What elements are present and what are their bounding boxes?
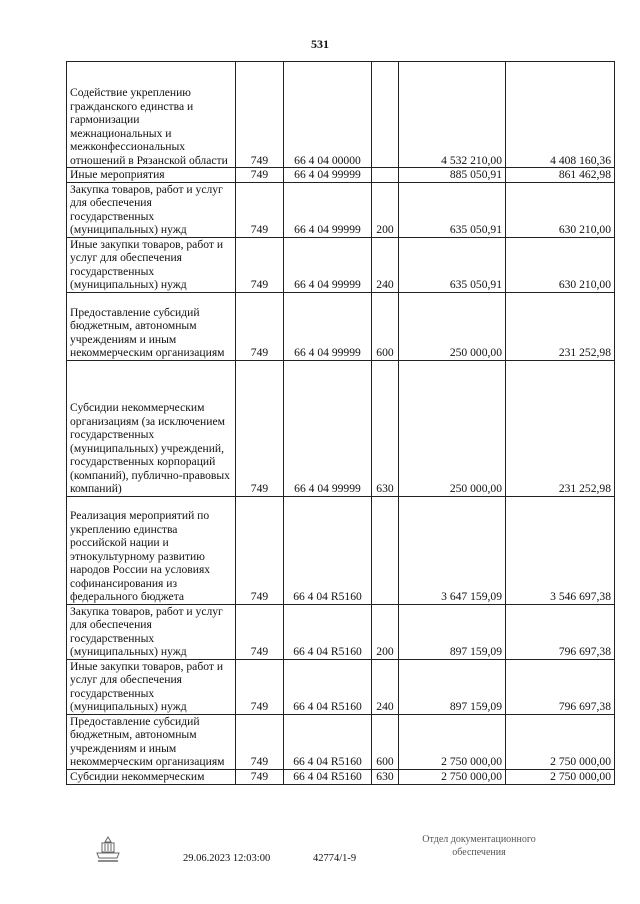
- row-name: Иные мероприятия: [67, 168, 236, 183]
- row-amount-executed: 2 750 000,00: [506, 769, 615, 784]
- row-name: Содействие укреплению гражданского единства и гармонизации межнациональных и межконфессиональных отношений в Рязанской области: [67, 62, 236, 168]
- row-expense-type: 600: [372, 292, 399, 360]
- row-amount-planned: 885 050,91: [399, 168, 506, 183]
- row-name: Предоставление субсидий бюджетным, автономным учреждениям и иным некоммерческим организациям: [67, 292, 236, 360]
- row-amount-planned: 4 532 210,00: [399, 62, 506, 168]
- row-amount-planned: 635 050,91: [399, 237, 506, 292]
- emblem-icon: [92, 834, 124, 864]
- row-code: 749: [236, 604, 284, 659]
- footer-datetime: 29.06.2023 12:03:00: [183, 853, 271, 864]
- table-row: [67, 62, 615, 168]
- row-name: Предоставление субсидий бюджетным, автономным учреждениям и иным некоммерческим организациям: [67, 714, 236, 769]
- row-amount-executed: 796 697,38: [506, 659, 615, 714]
- row-amount-executed: 796 697,38: [506, 604, 615, 659]
- row-expense-type: [372, 496, 399, 604]
- row-amount-executed: 630 210,00: [506, 182, 615, 237]
- row-name: Реализация мероприятий по укреплению единства российской нации и этнокультурному развитию народов России на условиях софинансирования из федерального бюджета: [67, 496, 236, 604]
- row-code: 749: [236, 62, 284, 168]
- row-code: 749: [236, 182, 284, 237]
- table-row: [67, 496, 615, 604]
- row-amount-executed: 630 210,00: [506, 237, 615, 292]
- row-code: 749: [236, 496, 284, 604]
- table-row: [67, 237, 615, 292]
- table-row: [67, 360, 615, 496]
- budget-table: [66, 61, 615, 785]
- row-target-article: 66 4 04 R5160: [284, 714, 372, 769]
- row-target-article: 66 4 04 00000: [284, 62, 372, 168]
- row-expense-type: [372, 168, 399, 183]
- row-target-article: 66 4 04 99999: [284, 168, 372, 183]
- row-code: 749: [236, 769, 284, 784]
- row-amount-planned: 897 159,09: [399, 659, 506, 714]
- row-expense-type: [372, 62, 399, 168]
- row-expense-type: 240: [372, 237, 399, 292]
- row-amount-planned: 897 159,09: [399, 604, 506, 659]
- row-name: Субсидии некоммерческим организациям (за исключением государственных (муниципальных) учреждений, государственных корпораций (компаний), публично-правовых компаний): [67, 360, 236, 496]
- row-expense-type: 630: [372, 360, 399, 496]
- row-code: 749: [236, 360, 284, 496]
- table-row: [67, 659, 615, 714]
- page-number: 531: [311, 37, 329, 51]
- row-code: 749: [236, 237, 284, 292]
- row-amount-planned: 635 050,91: [399, 182, 506, 237]
- row-name: Закупка товаров, работ и услуг для обеспечения государственных (муниципальных) нужд: [67, 604, 236, 659]
- row-target-article: 66 4 04 99999: [284, 360, 372, 496]
- row-target-article: 66 4 04 99999: [284, 182, 372, 237]
- row-code: 749: [236, 292, 284, 360]
- row-name: Иные закупки товаров, работ и услуг для обеспечения государственных (муниципальных) нужд: [67, 237, 236, 292]
- row-expense-type: 200: [372, 182, 399, 237]
- row-amount-planned: 250 000,00: [399, 360, 506, 496]
- row-amount-planned: 2 750 000,00: [399, 769, 506, 784]
- row-name: Иные закупки товаров, работ и услуг для обеспечения государственных (муниципальных) нужд: [67, 659, 236, 714]
- row-expense-type: 200: [372, 604, 399, 659]
- row-target-article: 66 4 04 R5160: [284, 496, 372, 604]
- row-target-article: 66 4 04 99999: [284, 292, 372, 360]
- row-amount-planned: 250 000,00: [399, 292, 506, 360]
- row-target-article: 66 4 04 99999: [284, 237, 372, 292]
- footer-reg-number: 42774/1-9: [313, 853, 357, 864]
- row-target-article: 66 4 04 R5160: [284, 769, 372, 784]
- row-expense-type: 630: [372, 769, 399, 784]
- row-code: 749: [236, 659, 284, 714]
- row-amount-executed: 231 252,98: [506, 360, 615, 496]
- footer-department-line1: Отдел документационного: [422, 834, 536, 845]
- row-amount-executed: 3 546 697,38: [506, 496, 615, 604]
- row-name: Субсидии некоммерческим: [67, 769, 236, 784]
- table-row: [67, 292, 615, 360]
- row-code: 749: [236, 168, 284, 183]
- row-name: Закупка товаров, работ и услуг для обеспечения государственных (муниципальных) нужд: [67, 182, 236, 237]
- table-row: [67, 168, 615, 183]
- row-amount-planned: 3 647 159,09: [399, 496, 506, 604]
- row-target-article: 66 4 04 R5160: [284, 604, 372, 659]
- row-target-article: 66 4 04 R5160: [284, 659, 372, 714]
- row-amount-executed: 231 252,98: [506, 292, 615, 360]
- row-expense-type: 240: [372, 659, 399, 714]
- row-code: 749: [236, 714, 284, 769]
- row-expense-type: 600: [372, 714, 399, 769]
- table-row: [67, 769, 615, 784]
- footer-department-line2: обеспечения: [452, 847, 506, 858]
- table-row: [67, 604, 615, 659]
- table-row: [67, 182, 615, 237]
- table-row: [67, 714, 615, 769]
- row-amount-planned: 2 750 000,00: [399, 714, 506, 769]
- footer-department: [405, 833, 553, 859]
- row-amount-executed: 4 408 160,36: [506, 62, 615, 168]
- row-amount-executed: 861 462,98: [506, 168, 615, 183]
- row-amount-executed: 2 750 000,00: [506, 714, 615, 769]
